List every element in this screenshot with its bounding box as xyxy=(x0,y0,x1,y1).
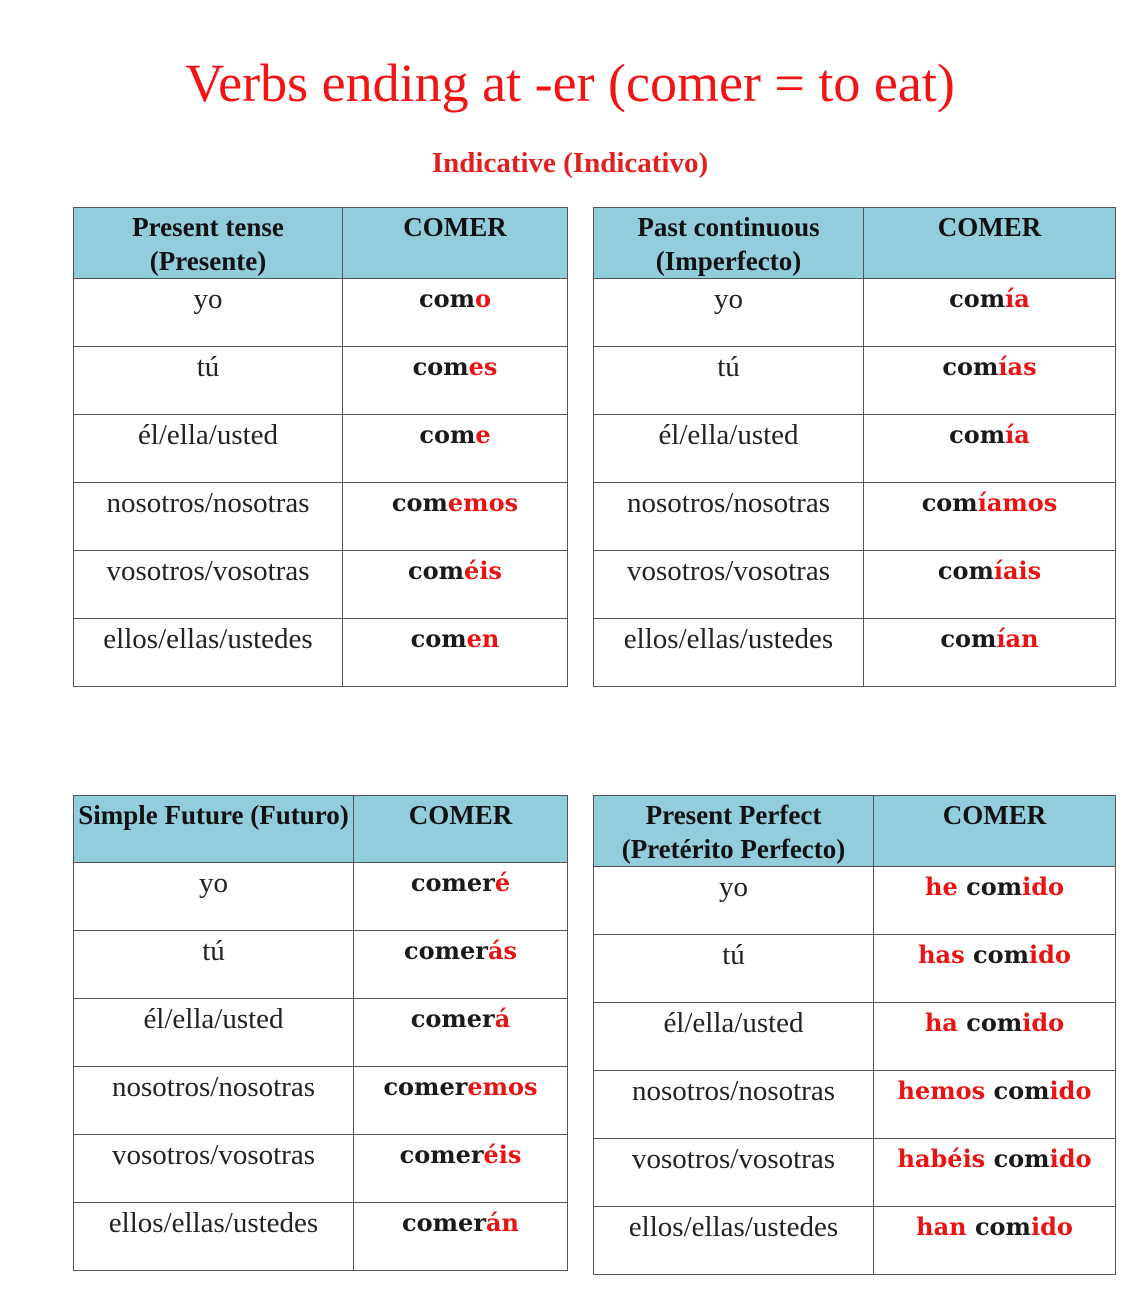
conjugation-cell xyxy=(874,1071,1116,1139)
verb-ending: íamos xyxy=(977,488,1058,517)
table-row xyxy=(74,483,568,551)
table-row xyxy=(594,347,1116,415)
conjugation-cell xyxy=(864,483,1116,551)
verb-stem: comer xyxy=(383,1072,468,1101)
verb-stem: comer xyxy=(402,1208,486,1237)
table-row xyxy=(594,415,1116,483)
pronoun-cell: él/ella/usted xyxy=(594,1003,874,1071)
verb-ending: ido xyxy=(1049,1144,1092,1173)
verb-header: COMER xyxy=(864,208,1116,279)
present-tense-table xyxy=(73,207,568,687)
verb-ending: á xyxy=(494,1004,511,1033)
pronoun-cell: nosotros/nosotras xyxy=(74,1067,354,1135)
conjugation-cell xyxy=(874,867,1116,935)
table-row xyxy=(594,279,1116,347)
conjugation-cell xyxy=(864,415,1116,483)
conjugation-cell xyxy=(343,279,568,347)
table-header-row xyxy=(594,796,1116,867)
table-row xyxy=(74,1203,568,1271)
pronoun-cell: ellos/ellas/ustedes xyxy=(74,1203,354,1271)
table-row xyxy=(74,1067,568,1135)
tense-header: Present Perfect (Pretérito Perfecto) xyxy=(594,796,874,867)
verb-stem: com xyxy=(993,1144,1050,1173)
verb-ending: emos xyxy=(447,488,519,517)
verb-ending: ido xyxy=(1049,1076,1092,1105)
table-row xyxy=(74,1135,568,1203)
table-row xyxy=(594,1139,1116,1207)
verb-header: COMER xyxy=(354,796,568,863)
conjugation-cell xyxy=(354,999,568,1067)
conjugation-cell xyxy=(864,279,1116,347)
verb-ending: é xyxy=(494,868,511,897)
conjugation-cell xyxy=(864,347,1116,415)
verb-ending: habéis xyxy=(897,1144,994,1173)
verb-ending: ido xyxy=(1028,940,1071,969)
page-title: Verbs ending at -er (comer = to eat) xyxy=(185,53,955,113)
pronoun-cell: nosotros/nosotras xyxy=(74,483,343,551)
table-row xyxy=(74,619,568,687)
pronoun-cell: vosotros/vosotras xyxy=(594,1139,874,1207)
pronoun-cell: tú xyxy=(74,347,343,415)
verb-stem: com xyxy=(949,284,1006,313)
verb-stem: com xyxy=(408,556,465,585)
verb-stem: com xyxy=(972,940,1029,969)
table-row xyxy=(594,1003,1116,1071)
pronoun-cell: yo xyxy=(594,279,864,347)
conjugation-cell xyxy=(354,1135,568,1203)
table-row xyxy=(74,999,568,1067)
verb-ending: ido xyxy=(1022,872,1064,901)
verb-stem: com xyxy=(419,420,476,449)
pronoun-cell: nosotros/nosotras xyxy=(594,483,864,551)
verb-ending: ido xyxy=(1022,1008,1065,1037)
conjugation-cell xyxy=(343,483,568,551)
table-header-row xyxy=(74,796,568,863)
conjugation-cell xyxy=(874,1139,1116,1207)
verb-ending: es xyxy=(468,352,498,381)
verb-stem: com xyxy=(949,420,1006,449)
verb-ending: o xyxy=(475,284,492,313)
table-header-row xyxy=(594,208,1116,279)
present-perfect-table xyxy=(593,795,1116,1275)
verb-header: COMER xyxy=(874,796,1116,867)
verb-ending: ás xyxy=(487,936,517,965)
conjugation-cell xyxy=(864,551,1116,619)
verb-ending: ha xyxy=(924,1008,967,1037)
verb-ending: ía xyxy=(1005,420,1030,449)
table-row xyxy=(594,619,1116,687)
verb-stem: com xyxy=(940,624,997,653)
pronoun-cell: él/ella/usted xyxy=(594,415,864,483)
table-row xyxy=(74,347,568,415)
table-row xyxy=(594,1207,1116,1275)
verb-ending: han xyxy=(916,1212,975,1241)
conjugation-cell xyxy=(354,1203,568,1271)
table-row xyxy=(74,863,568,931)
pronoun-cell: tú xyxy=(74,931,354,999)
verb-ending: ido xyxy=(1030,1212,1073,1241)
verb-ending: éis xyxy=(464,556,502,585)
verb-stem: com xyxy=(418,284,475,313)
conjugation-cell xyxy=(354,863,568,931)
verb-stem: com xyxy=(942,352,999,381)
verb-ending: ía xyxy=(1005,284,1030,313)
verb-stem: com xyxy=(993,1076,1050,1105)
conjugation-cell xyxy=(343,619,568,687)
table-row xyxy=(74,279,568,347)
verb-ending: ías xyxy=(998,352,1037,381)
pronoun-cell: nosotros/nosotras xyxy=(594,1071,874,1139)
conjugation-cell xyxy=(874,1003,1116,1071)
verb-stem: com xyxy=(391,488,448,517)
table-header-row xyxy=(74,208,568,279)
pronoun-cell: ellos/ellas/ustedes xyxy=(594,619,864,687)
verb-ending: en xyxy=(466,624,500,653)
table-row xyxy=(594,1071,1116,1139)
pronoun-cell: vosotros/vosotras xyxy=(74,551,343,619)
verb-stem: com xyxy=(937,556,994,585)
pronoun-cell: ellos/ellas/ustedes xyxy=(74,619,343,687)
conjugation-cell xyxy=(354,1067,568,1135)
pronoun-cell: yo xyxy=(74,863,354,931)
verb-stem: com xyxy=(412,352,469,381)
pronoun-cell: él/ella/usted xyxy=(74,415,343,483)
verb-ending: emos xyxy=(467,1072,538,1101)
conjugation-cell xyxy=(343,347,568,415)
verb-ending: he xyxy=(925,872,967,901)
verb-ending: éis xyxy=(483,1140,522,1169)
verb-ending: e xyxy=(475,420,491,449)
table-row xyxy=(594,551,1116,619)
verb-ending: has xyxy=(918,940,973,969)
verb-stem: com xyxy=(410,624,467,653)
verb-stem: com xyxy=(921,488,978,517)
conjugation-cell xyxy=(874,1207,1116,1275)
pronoun-cell: tú xyxy=(594,935,874,1003)
pronoun-cell: vosotros/vosotras xyxy=(74,1135,354,1203)
past-continuous-table xyxy=(593,207,1116,687)
verb-ending: ían xyxy=(996,624,1039,653)
tense-header: Past continuous (Imperfecto) xyxy=(594,208,864,279)
verb-stem: comer xyxy=(399,1140,484,1169)
pronoun-cell: yo xyxy=(74,279,343,347)
verb-stem: comer xyxy=(410,868,495,897)
conjugation-cell xyxy=(864,619,1116,687)
pronoun-cell: él/ella/usted xyxy=(74,999,354,1067)
pronoun-cell: ellos/ellas/ustedes xyxy=(594,1207,874,1275)
tense-header: Present tense (Presente) xyxy=(74,208,343,279)
verb-header: COMER xyxy=(343,208,568,279)
conjugation-cell xyxy=(874,935,1116,1003)
table-row xyxy=(594,483,1116,551)
simple-future-table xyxy=(73,795,568,1271)
pronoun-cell: tú xyxy=(594,347,864,415)
verb-stem: comer xyxy=(410,1004,495,1033)
table-row xyxy=(74,415,568,483)
verb-stem: com xyxy=(966,1008,1023,1037)
verb-stem: com xyxy=(966,872,1023,901)
table-row xyxy=(74,931,568,999)
conjugation-cell xyxy=(354,931,568,999)
tense-header: Simple Future (Futuro) xyxy=(74,796,354,863)
table-row xyxy=(594,867,1116,935)
conjugation-cell xyxy=(343,415,568,483)
verb-stem: com xyxy=(974,1212,1031,1241)
verb-ending: hemos xyxy=(897,1076,994,1105)
pronoun-cell: vosotros/vosotras xyxy=(594,551,864,619)
verb-ending: íais xyxy=(993,556,1042,585)
conjugation-cell xyxy=(343,551,568,619)
verb-ending: án xyxy=(485,1208,519,1237)
table-row xyxy=(74,551,568,619)
verb-stem: comer xyxy=(404,936,488,965)
pronoun-cell: yo xyxy=(594,867,874,935)
table-row xyxy=(594,935,1116,1003)
page-subtitle: Indicative (Indicativo) xyxy=(431,147,709,179)
